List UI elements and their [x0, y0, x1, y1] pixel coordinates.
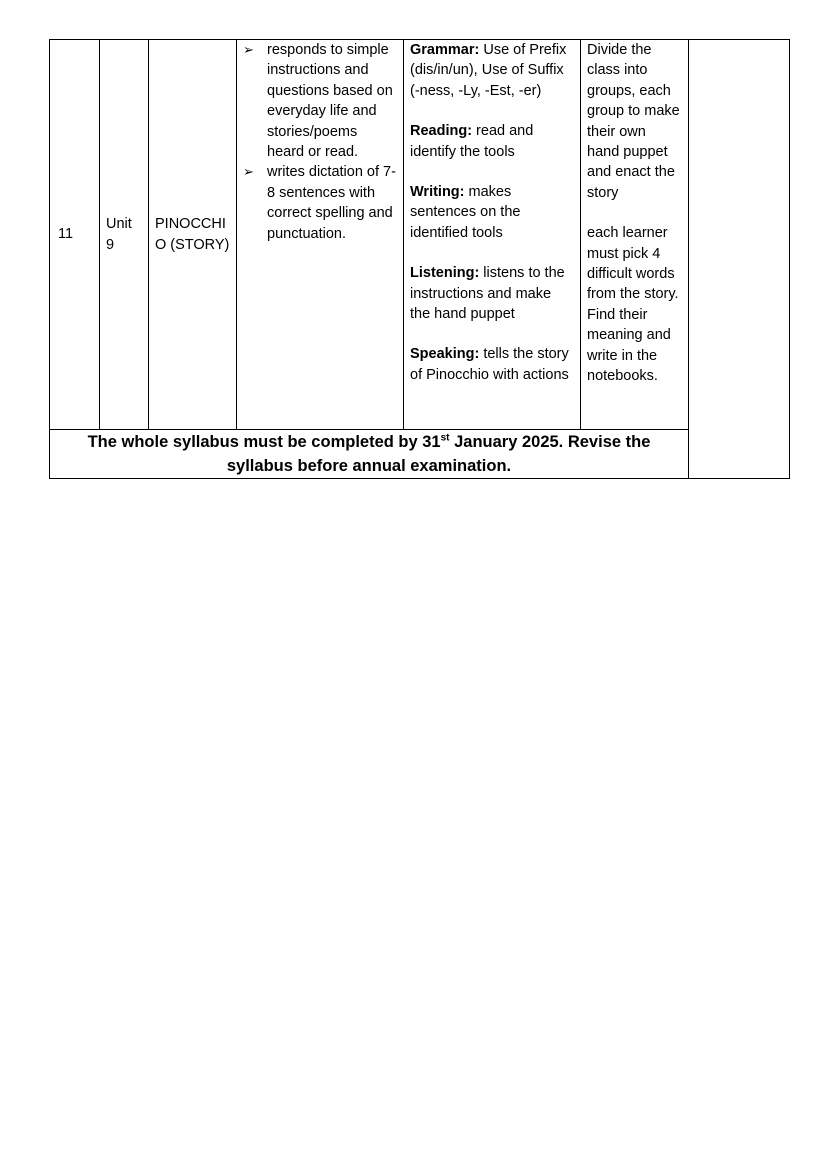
week-number: 11	[58, 226, 74, 243]
grammar-text: Use of Prefix (dis/in/un), Use of Suffix (-ness, -Ly, -Est, -er)	[410, 42, 567, 99]
unit-cell	[100, 40, 149, 430]
listening-label: Listening:	[410, 265, 480, 282]
list-item	[243, 162, 397, 244]
listening-section	[410, 263, 574, 324]
speaking-label: Speaking:	[410, 346, 480, 363]
speaking-section	[410, 344, 574, 385]
outcome-text: responds to simple instructions and questions based on everyday life and stories/poems heard or read.	[267, 42, 393, 161]
reading-text: read and identify the tools	[410, 123, 534, 160]
table-row	[50, 40, 790, 430]
writing-section	[410, 182, 574, 243]
footer-text-start: The whole syllabus must be completed by 31	[87, 433, 441, 451]
week-number-cell	[50, 40, 100, 430]
listening-text: listens to the instructions and make the hand puppet	[410, 265, 565, 323]
skills-cell	[404, 40, 581, 430]
writing-label: Writing:	[410, 184, 465, 201]
arrow-bullet-icon: ➢	[243, 164, 254, 180]
grammar-label: Grammar:	[410, 42, 480, 58]
reading-section	[410, 121, 574, 162]
syllabus-deadline-note	[50, 430, 689, 479]
speaking-text: tells the story of Pinocchio with actions	[410, 346, 569, 383]
arrow-bullet-icon: ➢	[243, 42, 254, 57]
unit-label: Unit 9	[106, 216, 132, 253]
remarks-cell	[689, 40, 790, 479]
syllabus-table	[49, 39, 790, 479]
activity-difficult-words: each learner must pick 4 difficult words from the story. Find their meaning and write in the notebooks.	[587, 225, 679, 385]
footer-text-end: January 2025. Revise the syllabus before annual examination.	[226, 433, 651, 475]
activity-group-puppet: Divide the class into groups, each group to make their own hand puppet and enact the story	[587, 42, 680, 201]
outcome-text: writes dictation of 7-8 sentences with correct spelling and punctuation.	[267, 164, 396, 242]
learning-outcomes-cell	[237, 40, 404, 430]
reading-label: Reading:	[410, 123, 473, 140]
footer-ordinal-suffix: st	[440, 432, 450, 444]
grammar-section	[410, 40, 574, 101]
footer-row	[50, 430, 790, 479]
activities-cell	[581, 40, 689, 430]
lesson-title-cell	[149, 40, 237, 430]
list-item	[243, 40, 397, 162]
writing-text: makes sentences on the identified tools	[410, 184, 521, 241]
lesson-title: PINOCCHIO (STORY)	[155, 216, 230, 253]
learning-outcomes-list	[243, 40, 397, 244]
